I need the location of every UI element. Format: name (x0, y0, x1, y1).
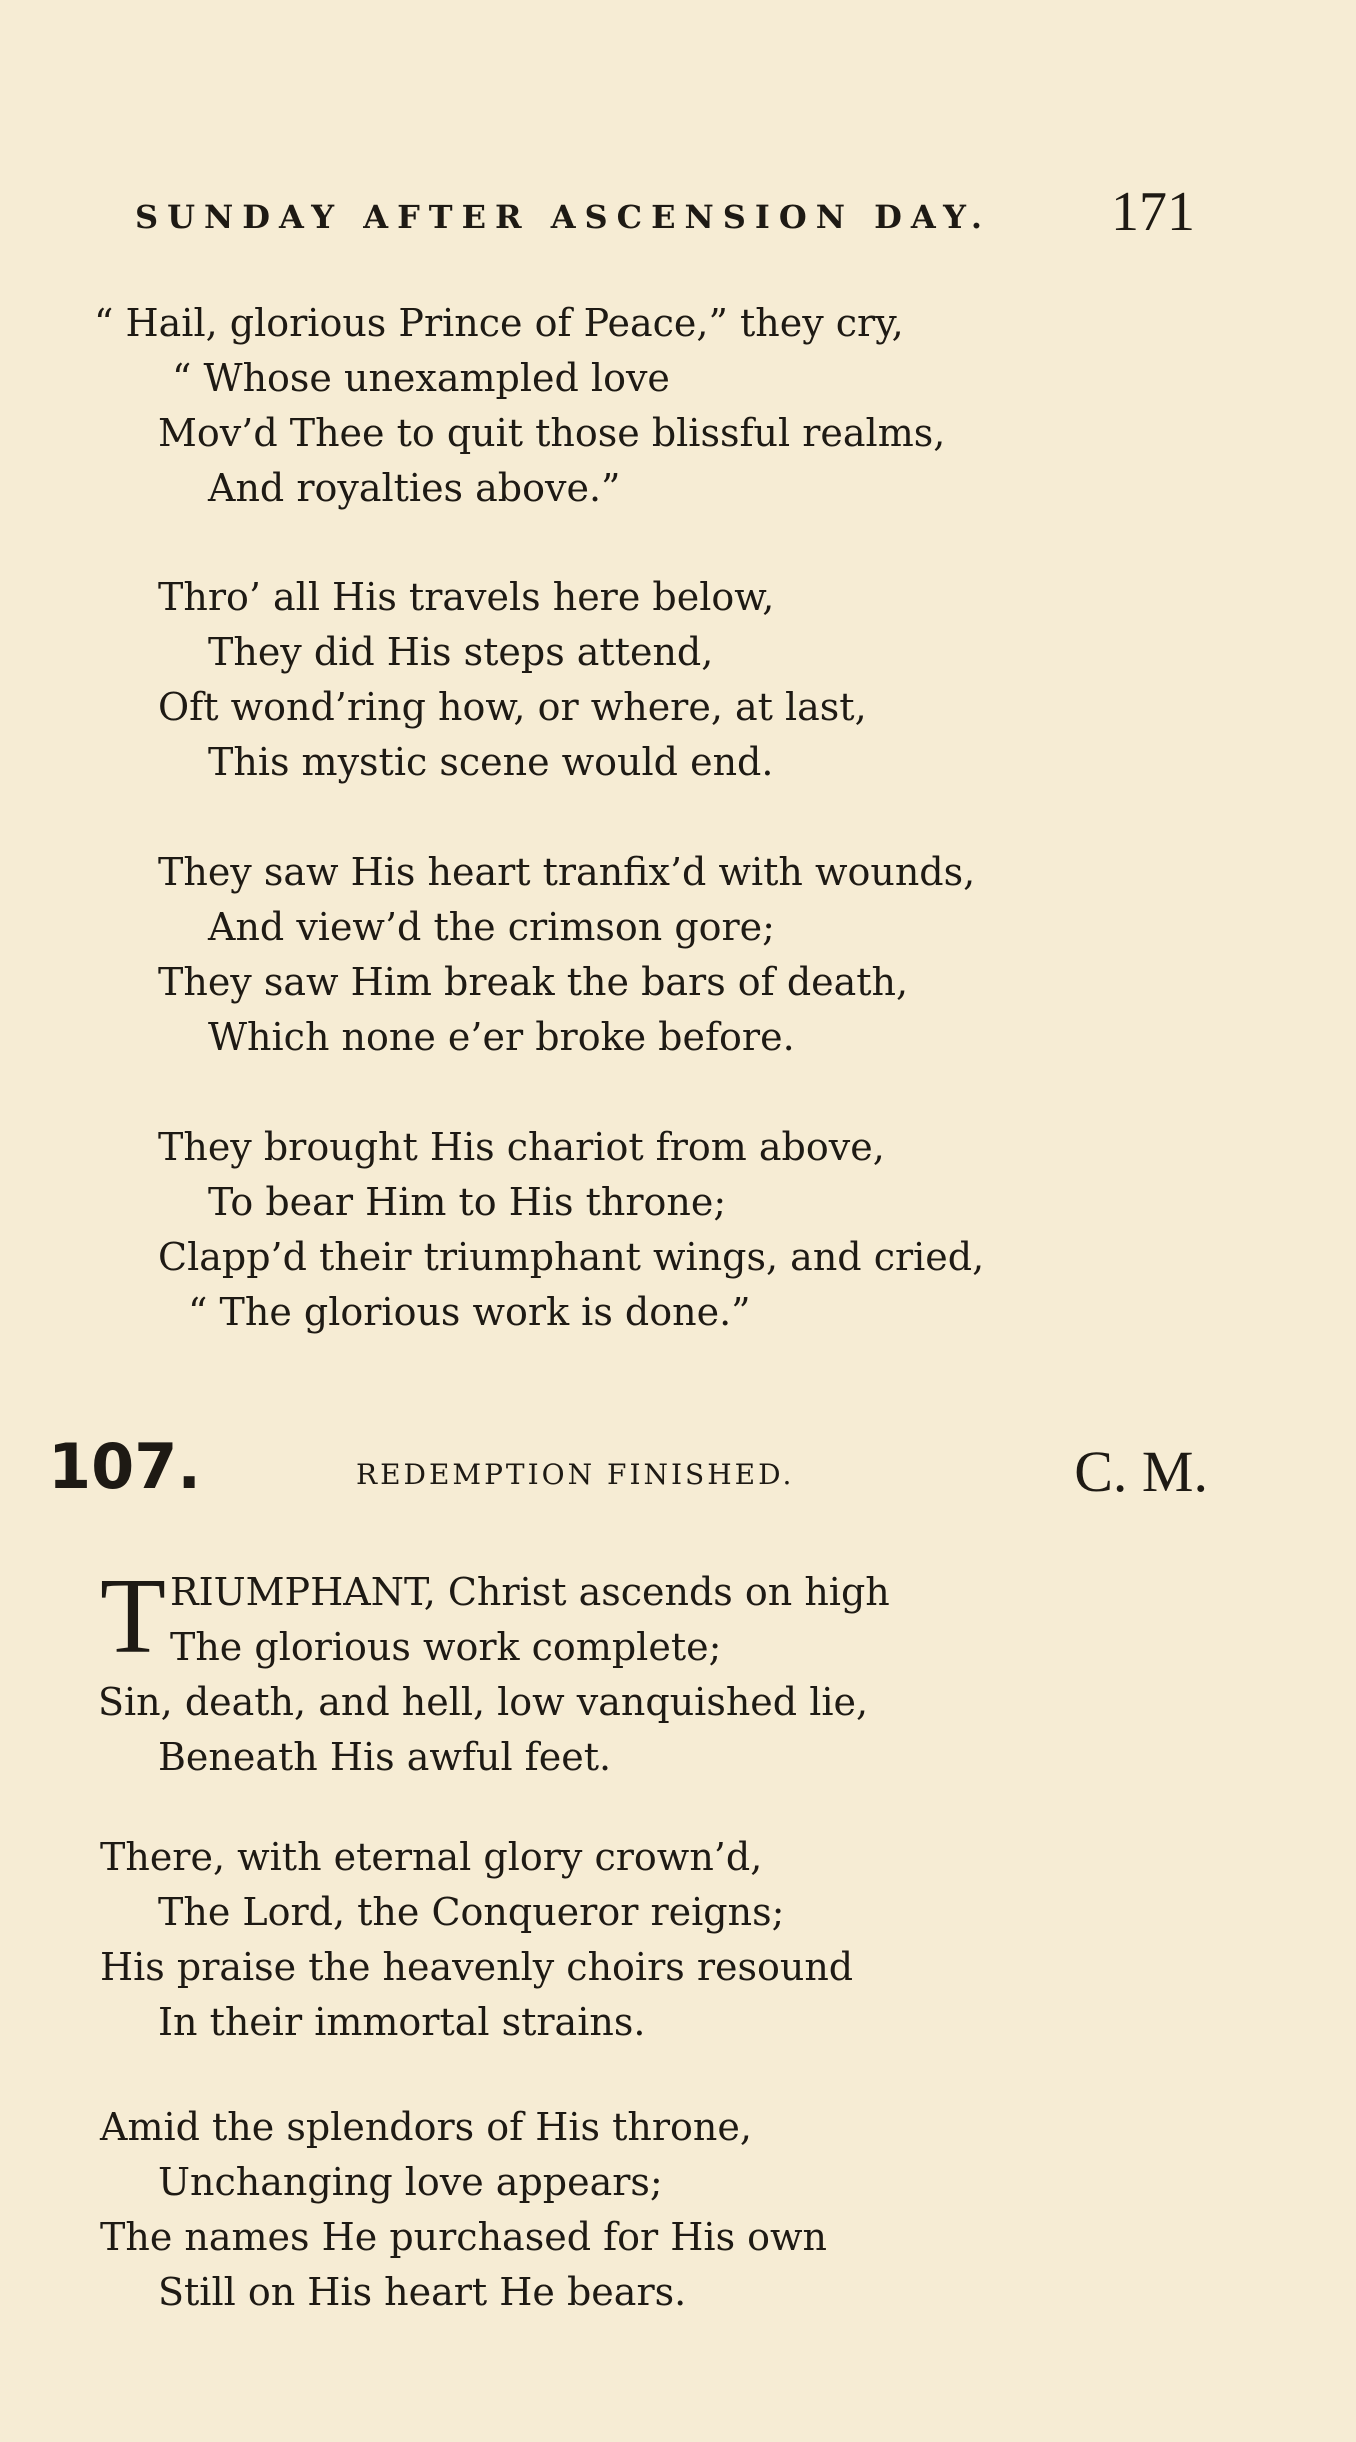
verse-line: His praise the heavenly choirs resound (100, 1945, 854, 1989)
stanza-1 (94, 296, 1300, 516)
verse-line: Oft wond’ring how, or where, at last, (158, 685, 867, 729)
verse-line: To bear Him to His throne; (208, 1180, 727, 1224)
stanza-5 (98, 1557, 1300, 1785)
hymn-header (48, 1430, 1208, 1520)
verse-line: Thro’ all His travels here below, (158, 575, 775, 619)
page-number: 171 (1111, 181, 1195, 243)
verse-line: And view’d the crimson gore; (208, 905, 775, 949)
stanza-3 (100, 845, 1300, 1065)
verse-line: Sin, death, and hell, low vanquished lie, (98, 1680, 869, 1724)
running-head (135, 180, 1195, 250)
verse-line: In their immortal strains. (158, 2000, 646, 2044)
verse-line: “ Hail, glorious Prince of Peace,” they cry, (94, 301, 904, 345)
hymn-meter: C. M. (1074, 1439, 1208, 1504)
verse-line: Unchanging love appears; (158, 2160, 663, 2204)
drop-cap: T (100, 1557, 166, 1676)
verse-line: They did His steps attend, (208, 630, 714, 674)
verse-line: They saw Him break the bars of death, (158, 960, 909, 1004)
verse-line: Which none e’er broke before. (208, 1015, 795, 1059)
stanza-7 (100, 2100, 1300, 2320)
hymn-title: REDEMPTION FINISHED. (356, 1458, 795, 1491)
verse-line: This mystic scene would end. (208, 740, 774, 784)
verse-line: The Lord, the Conqueror reigns; (158, 1890, 785, 1934)
verse-line: “ The glorious work is done.” (188, 1290, 751, 1334)
verse-line: The names He purchased for His own (100, 2215, 828, 2259)
verse-line: They saw His heart tranfix’d with wounds, (158, 850, 976, 894)
verse-line: There, with eternal glory crown’d, (100, 1835, 763, 1879)
verse-line: And royalties above.” (208, 466, 621, 510)
verse-line: Mov’d Thee to quit those blissful realms, (158, 411, 946, 455)
verse-line: Still on His heart He bears. (158, 2270, 687, 2314)
verse-line: Clapp’d their triumphant wings, and cried, (158, 1235, 985, 1279)
stanza-4 (100, 1120, 1300, 1340)
verse-line: They brought His chariot from above, (158, 1125, 885, 1169)
stanza-6 (100, 1830, 1300, 2050)
verse-line: RIUMPHANT, Christ ascends on high (169, 1570, 890, 1614)
hymn-number: 107. (48, 1430, 201, 1503)
stanza-2 (100, 570, 1300, 790)
verse-line: Amid the splendors of His throne, (100, 2105, 752, 2149)
running-title: SUNDAY AFTER ASCENSION DAY. (135, 198, 991, 236)
verse-line: Beneath His awful feet. (158, 1735, 612, 1779)
verse-line: The glorious work complete; (169, 1625, 722, 1669)
verse-line: “ Whose unexampled love (172, 356, 670, 400)
